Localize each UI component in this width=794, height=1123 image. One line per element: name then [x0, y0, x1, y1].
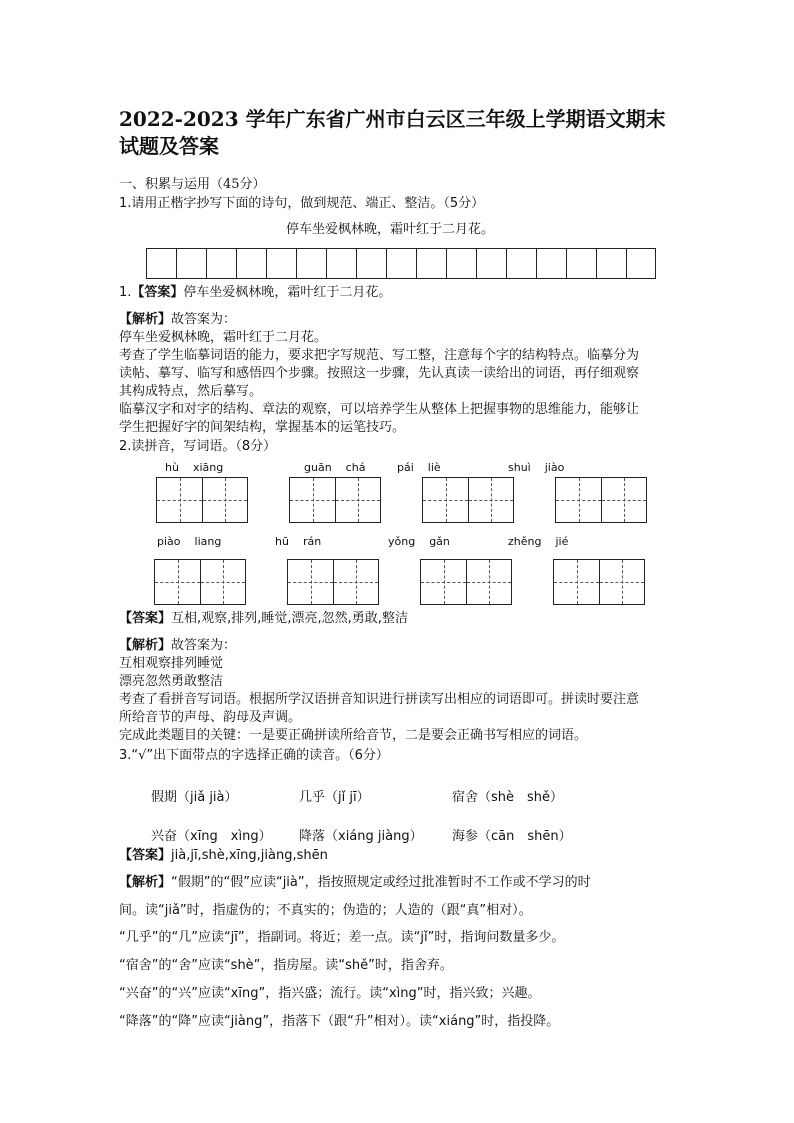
q1-writing-grid	[146, 248, 656, 279]
q3-analysis-line: “几乎”的“几”应读“jī”，指副词。将近；差一点。读“jǐ”时，指询问数量多少。	[119, 930, 565, 945]
q2-analysis-line: 互相观察排列睡觉	[119, 656, 224, 671]
section-heading: 一、积累与运用（45分）	[119, 177, 266, 192]
analysis-tag: 【解析】	[119, 875, 172, 890]
grid-cell[interactable]	[446, 248, 476, 279]
grid-cell[interactable]	[566, 248, 596, 279]
q2-analysis-head	[119, 638, 236, 654]
q3-item[interactable]: 降落（xiáng jiàng）	[299, 829, 423, 844]
q2-analysis-line: 完成此类题目的关键：一是要正确拼读所给音节，二是要会正确书写相应的词语。	[119, 728, 588, 743]
answer-tag: 【答案】	[119, 848, 172, 863]
pinyin-label: zhěng jié	[508, 535, 569, 548]
analysis-text: “假期”的“假”应读“jià”，指按照规定或经过批准暂时不工作或不学习的时	[171, 875, 591, 890]
doc-title-line1: 2022-2023 学年广东省广州市白云区三年级上学期语文期末	[119, 107, 666, 131]
q1-poem: 停车坐爱枫林晚，霜叶红于二月花。	[286, 222, 495, 237]
grid-cell[interactable]	[206, 248, 236, 279]
q1-analysis-head	[119, 312, 236, 328]
grid-cell[interactable]	[356, 248, 386, 279]
grid-cell[interactable]	[236, 248, 266, 279]
tianzige-answer-box[interactable]	[553, 559, 645, 605]
doc-title-line2: 试题及答案	[119, 134, 219, 158]
q3-analysis-line: “兴奋”的“兴”应读“xīng”，指兴盛；流行。读“xìng”时，指兴致；兴趣。	[119, 986, 541, 1001]
grid-cell[interactable]	[386, 248, 416, 279]
pinyin-label: yǒng gǎn	[388, 535, 450, 548]
pinyin-label: shuì jiào	[508, 461, 565, 474]
q1-analysis-line: 读帖、摹写、临写和感悟四个步骤。按照这一步骤，先认真读一读给出的词语，再仔细观察	[119, 366, 640, 381]
analysis-head-text: 故答案为：	[171, 312, 237, 327]
tianzige-answer-box[interactable]	[422, 477, 514, 523]
q3-analysis-line: “降落”的“降”应读“jiàng”，指落下（跟“升”相对）。读“xiáng”时，指投降。	[119, 1014, 560, 1029]
q1-stem: 1.请用正楷字抄写下面的诗句，做到规范、端正、整洁。（5分）	[119, 196, 485, 211]
analysis-tag: 【解析】	[119, 312, 172, 327]
pinyin-label: guān chá	[304, 461, 366, 474]
q3-analysis-line: “宿舍”的“舍”应读“shè”，指房屋。读“shě”时，指舍弃。	[119, 958, 453, 973]
q3-item[interactable]: 几乎（jǐ jī）	[299, 790, 370, 805]
q1-analysis-line: 临摹汉字和对字的结构、章法的观察，可以培养学生从整体上把握事物的思维能力，能够让	[119, 402, 640, 417]
q1-analysis-line: 停车坐爱枫林晚，霜叶红于二月花。	[119, 330, 328, 345]
grid-cell[interactable]	[626, 248, 656, 279]
pinyin-label: hù xiāng	[165, 461, 224, 474]
answer-tag: 【答案】	[119, 611, 172, 626]
tianzige-answer-box[interactable]	[555, 477, 647, 523]
q1-analysis-line: 学生把握好字的间架结构，掌握基本的运笔技巧。	[119, 420, 406, 435]
grid-cell[interactable]	[596, 248, 626, 279]
q2-answer-text: 互相,观察,排列,睡觉,漂亮,忽然,勇敢,整洁	[171, 611, 408, 626]
q3-analysis-line	[119, 875, 591, 891]
q1-answer-text: 停车坐爱枫林晚，霜叶红于二月花。	[183, 285, 392, 300]
q1-answer-prefix: 1.	[119, 285, 132, 300]
grid-cell[interactable]	[536, 248, 566, 279]
q2-analysis-line: 漂亮忽然勇敢整洁	[119, 674, 224, 689]
pinyin-label: hū rán	[275, 535, 322, 548]
grid-cell[interactable]	[506, 248, 536, 279]
q1-answer	[119, 285, 391, 301]
q2-analysis-line: 所给音节的声母、韵母及声调。	[119, 710, 302, 725]
grid-cell[interactable]	[266, 248, 296, 279]
tianzige-answer-box[interactable]	[289, 477, 381, 523]
grid-cell[interactable]	[476, 248, 506, 279]
tianzige-answer-box[interactable]	[154, 559, 246, 605]
tianzige-answer-box[interactable]	[287, 559, 379, 605]
q3-analysis-line: 间。读“jiǎ”时，指虚伪的；不真实的；伪造的；人造的（跟“真”相对）。	[119, 903, 532, 918]
tianzige-answer-box[interactable]	[156, 477, 248, 523]
q2-stem: 2.读拼音，写词语。（8分）	[119, 439, 277, 454]
q3-answer	[119, 848, 328, 864]
q2-analysis-line: 考查了看拼音写词语。根据所学汉语拼音知识进行拼读写出相应的词语即可。拼读时要注意	[119, 692, 640, 707]
q1-analysis-line: 其构成特点，然后摹写。	[119, 384, 263, 399]
q3-item[interactable]: 海参（cān shēn）	[452, 829, 572, 844]
pinyin-label: pái liè	[397, 461, 441, 474]
q2-answer	[119, 611, 408, 627]
grid-cell[interactable]	[176, 248, 206, 279]
grid-cell[interactable]	[296, 248, 326, 279]
grid-cell[interactable]	[416, 248, 446, 279]
q3-item[interactable]: 宿舍（shè shě）	[452, 790, 564, 805]
q1-analysis-line: 考查了学生临摹词语的能力，要求把字写规范、写工整，注意每个字的结构特点。临摹分为	[119, 348, 640, 363]
pinyin-label: piào liang	[157, 535, 222, 548]
tianzige-answer-box[interactable]	[420, 559, 512, 605]
analysis-head-text: 故答案为：	[171, 638, 237, 653]
analysis-tag: 【解析】	[119, 638, 172, 653]
answer-tag: 【答案】	[131, 285, 184, 300]
q3-stem: 3.“√”出下面带点的字选择正确的读音。（6分）	[119, 748, 389, 763]
q3-item[interactable]: 兴奋（xīng xìng）	[151, 829, 272, 844]
grid-cell[interactable]	[326, 248, 356, 279]
grid-cell[interactable]	[146, 248, 176, 279]
q3-item[interactable]: 假期（jiǎ jià）	[151, 790, 238, 805]
q3-answer-text: jià,jī,shè,xīng,jiàng,shēn	[171, 848, 328, 863]
